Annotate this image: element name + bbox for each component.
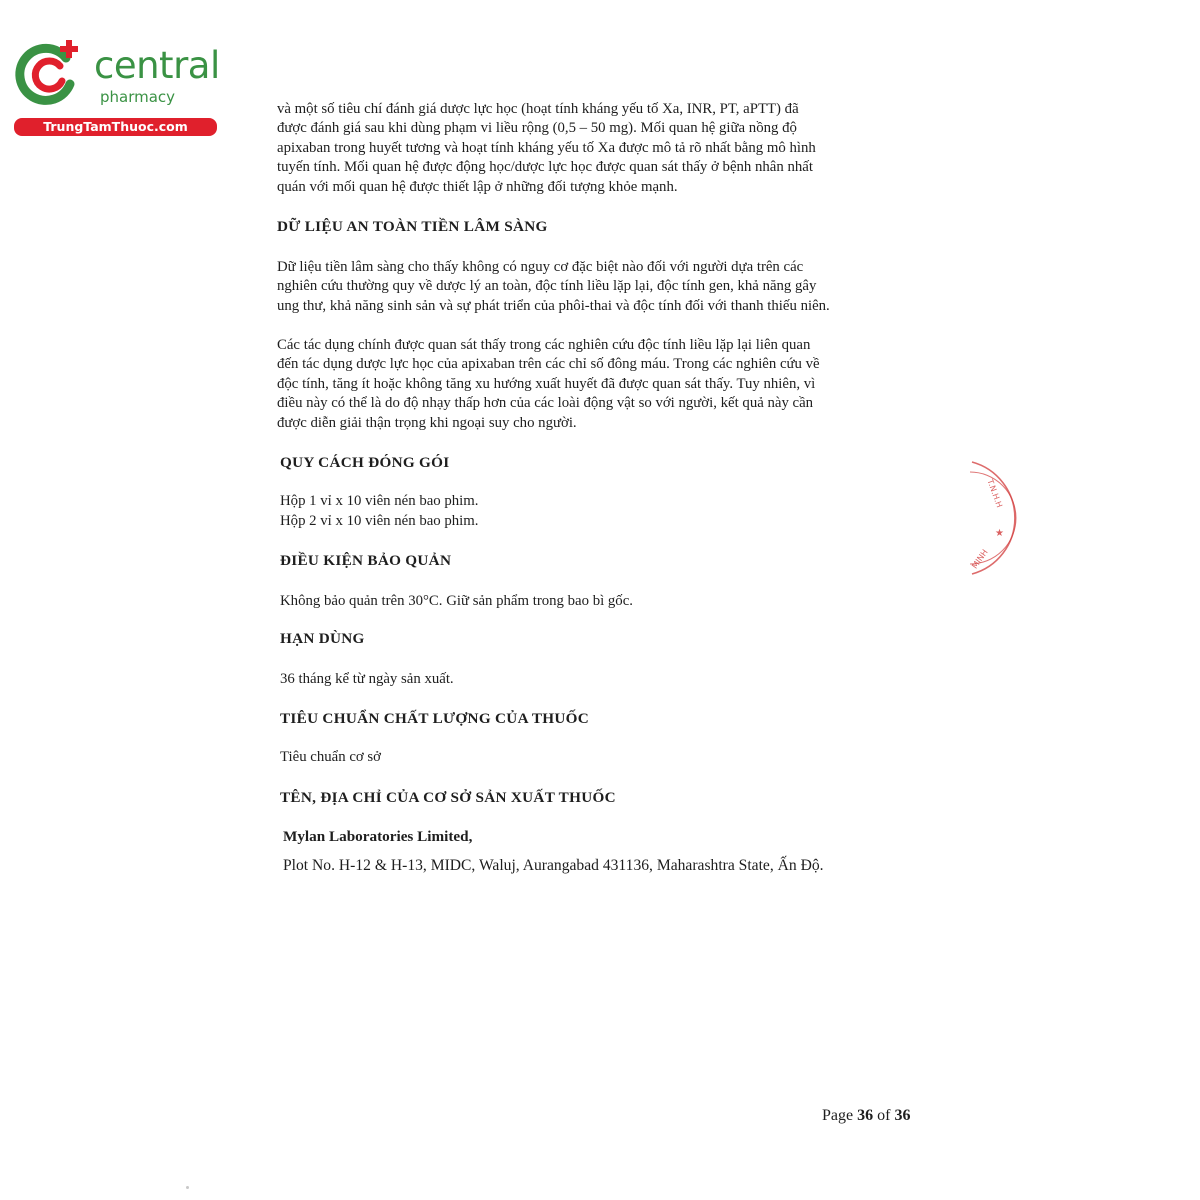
section-heading-shelf-life: HẠN DÙNG [280,630,365,647]
page-total: 36 [894,1107,911,1124]
intro-paragraph [277,100,920,197]
section-heading-quality: TIÊU CHUẨN CHẤT LƯỢNG CỦA THUỐC [280,710,590,727]
pharmacy-cross-icon [8,36,88,116]
page-separator: of [877,1107,891,1124]
text-line: Các tác dụng chính được quan sát thấy trong các nghiên cứu độc tính liều lặp lại liên quan [277,337,811,353]
shelf-life-text: 36 tháng kể từ ngày sản xuất. [280,671,454,687]
central-pharmacy-logo [8,36,220,136]
company-seal-stamp [962,458,1022,578]
packaging-item: Hộp 2 vỉ x 10 viên nén bao phim. [280,513,479,529]
manufacturer-address: Plot No. H-12 & H-13, MIDC, Waluj, Aurangabad 431136, Maharashtra State, Ấn Độ. [283,857,824,874]
text-line: độc tính, tăng ít hoặc không tăng xu hướng xuất huyết đã được quan sát thấy. Tuy nhiên, vì [277,375,816,392]
quality-text: Tiêu chuẩn cơ sở [280,749,381,765]
packaging-item: Hộp 1 vỉ x 10 viên nén bao phim. [280,493,479,509]
logo-brand-sub: pharmacy [100,88,176,106]
svg-text:★: ★ [995,528,1004,539]
section-heading-preclinical: DỮ LIỆU AN TOÀN TIỀN LÂM SÀNG [277,218,548,235]
text-line: nghiên cứu thường quy về dược lý an toàn, độc tính liều lặp lại, độc tính gen, khả năng gây [277,278,817,295]
text-line: tuyến tính. Mối quan hệ được động học/dược lực học được quan sát thấy ở bệnh nhân nhất [277,159,813,176]
svg-text:MINH: MINH [970,547,990,571]
text-line: Dữ liệu tiền lâm sàng cho thấy không có nguy cơ đặc biệt nào đối với người dựa trên các [277,259,804,275]
text-line: điều này có thể là do độ nhạy thấp hơn của các loài động vật so với người, kết quả này cần [277,395,814,412]
page-current: 36 [857,1107,874,1124]
svg-text:T.N.H.H: T.N.H.H [985,478,1004,509]
text-line: quán với mối quan hệ được thiết lập ở những đối tượng khỏe mạnh. [277,178,678,195]
logo-website: TrungTamThuoc.com [14,118,217,136]
scan-speck [186,1186,189,1189]
page-prefix: Page [822,1107,854,1124]
storage-text: Không bảo quản trên 30°C. Giữ sản phẩm trong bao bì gốc. [280,593,633,609]
text-line: đến tác dụng dược lực học của apixaban trên các chỉ số đông máu. Trong các nghiên cứu về [277,356,820,373]
logo-brand-name: central [94,44,220,87]
preclinical-paragraph-1 [277,258,920,316]
section-heading-manufacturer: TÊN, ĐỊA CHỈ CỦA CƠ SỞ SẢN XUẤT THUỐC [280,789,616,806]
text-line: được đánh giá sau khi dùng phạm vi liều rộng (0,5 – 50 mg). Mối quan hệ giữa nồng độ [277,120,797,137]
section-heading-storage: ĐIỀU KIỆN BẢO QUẢN [280,552,452,569]
manufacturer-name: Mylan Laboratories Limited, [283,828,473,845]
section-heading-packaging: QUY CÁCH ĐÓNG GÓI [280,454,450,471]
page-number [822,1106,910,1126]
text-line: và một số tiêu chí đánh giá dược lực học (hoạt tính kháng yếu tố Xa, INR, PT, aPTT) đã [277,101,799,117]
text-line: apixaban trong huyết tương và hoạt tính kháng yếu tố Xa được mô tả rõ nhất bằng mô hình [277,139,816,156]
text-line: được diễn giải thận trọng khi ngoại suy cho người. [277,414,577,431]
preclinical-paragraph-2 [277,336,920,433]
text-line: ung thư, khả năng sinh sản và sự phát triển của phôi-thai và độc tính đối với thanh thiếu niên. [277,297,830,314]
